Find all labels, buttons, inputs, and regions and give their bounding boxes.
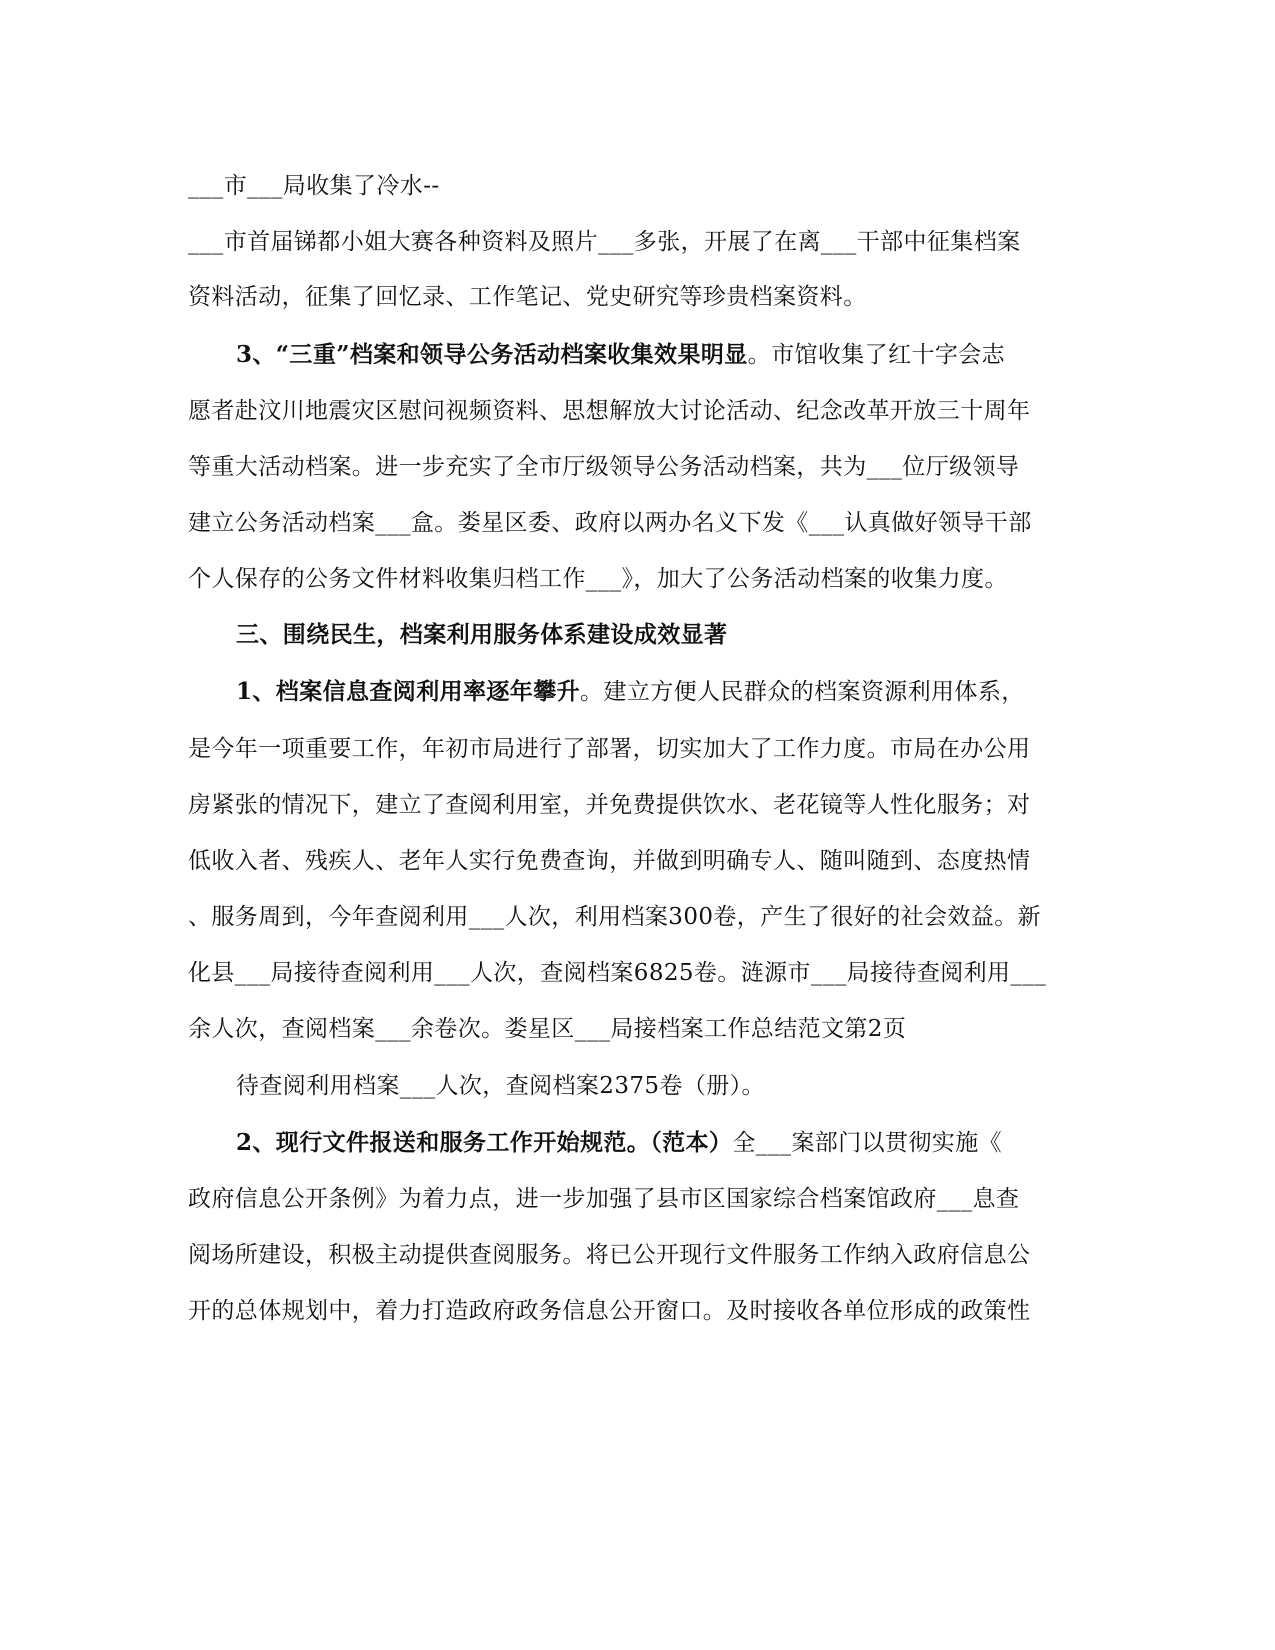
- text-line: [188, 508, 1088, 538]
- line-text: 是今年一项重要工作，年初市局进行了部署，切实加大了工作力度。市局在办公用: [188, 736, 1031, 762]
- text-line: [188, 564, 1088, 594]
- line-text: 阅场所建设，积极主动提供查阅服务。将已公开现行文件服务工作纳入政府信息公: [188, 1242, 1031, 1268]
- text-line: [188, 1184, 1088, 1214]
- text-line: [188, 1240, 1088, 1270]
- paragraph-heading: 2、现行文件报送和服务工作开始规范。（范本）: [236, 1129, 733, 1156]
- paragraph-start-line: [236, 677, 1136, 707]
- text-line: [188, 790, 1088, 820]
- text-line: [188, 734, 1088, 764]
- line-text: 政府信息公开条例》为着力点，进一步加强了县市区国家综合档案馆政府___息查: [188, 1186, 1020, 1212]
- line-text: 。市馆收集了红十字会志: [747, 342, 1006, 368]
- line-text: 愿者赴汶川地震灾区慰问视频资料、思想解放大讨论活动、纪念改革开放三十周年: [188, 398, 1031, 424]
- paragraph-heading: 3、“三重”档案和领导公务活动档案收集效果明显: [236, 341, 748, 368]
- text-line: [188, 227, 1088, 257]
- section-heading: 三、围绕民生，档案利用服务体系建设成效显著: [236, 621, 728, 648]
- line-text: 个人保存的公务文件材料收集归档工作___》，加大了公务活动档案的收集力度。: [188, 566, 1008, 592]
- line-text: 。建立方便人民群众的档案资源利用体系，: [580, 679, 1025, 705]
- line-text: ___市首届锑都小姐大赛各种资料及照片___多张，开展了在离___干部中征集档案: [188, 229, 1021, 255]
- paragraph-heading: 1、档案信息查阅利用率逐年攀升: [236, 678, 581, 705]
- text-line: [188, 282, 1088, 312]
- text-line: [188, 396, 1088, 426]
- line-text: 余人次，查阅档案___余卷次。娄星区___局接档案工作总结范文第2页: [188, 1016, 907, 1042]
- line-text: 房紧张的情况下，建立了查阅利用室，并免费提供饮水、老花镜等人性化服务；对: [188, 792, 1031, 818]
- line-text: 全___案部门以贯彻实施《: [732, 1130, 1003, 1156]
- paragraph-start-line: [236, 1128, 1136, 1158]
- text-line: [188, 1014, 1088, 1044]
- line-text: 建立公务活动档案___盒。娄星区委、政府以两办名义下发《___认真做好领导干部: [188, 510, 1032, 536]
- text-line: [188, 171, 1088, 201]
- text-line: [188, 846, 1088, 876]
- line-text: 等重大活动档案。进一步充实了全市厅级领导公务活动档案，共为___位厅级领导: [188, 454, 1020, 480]
- line-text: ___市___局收集了冷水--: [188, 173, 440, 199]
- text-line: [188, 1296, 1088, 1326]
- line-text: 、服务周到，今年查阅利用___人次，利用档案300卷，产生了很好的社会效益。新: [188, 904, 1041, 930]
- paragraph-start-line: [236, 340, 1136, 370]
- text-line: [188, 452, 1088, 482]
- line-text: 开的总体规划中，着力打造政府政务信息公开窗口。及时接收各单位形成的政策性: [188, 1298, 1031, 1324]
- line-text: 化县___局接待查阅利用___人次，查阅档案6825卷。涟源市___局接待查阅利用___: [188, 960, 1047, 986]
- text-line: [236, 1071, 1136, 1101]
- text-line: [188, 902, 1088, 932]
- line-text: 低收入者、残疾人、老年人实行免费查询，并做到明确专人、随叫随到、态度热情: [188, 848, 1031, 874]
- line-text: 待查阅利用档案___人次，查阅档案2375卷（册）。: [236, 1073, 765, 1099]
- text-line: [188, 958, 1088, 988]
- line-text: 资料活动，征集了回忆录、工作笔记、党史研究等珍贵档案资料。: [188, 284, 867, 310]
- section-heading-line: [236, 620, 1136, 650]
